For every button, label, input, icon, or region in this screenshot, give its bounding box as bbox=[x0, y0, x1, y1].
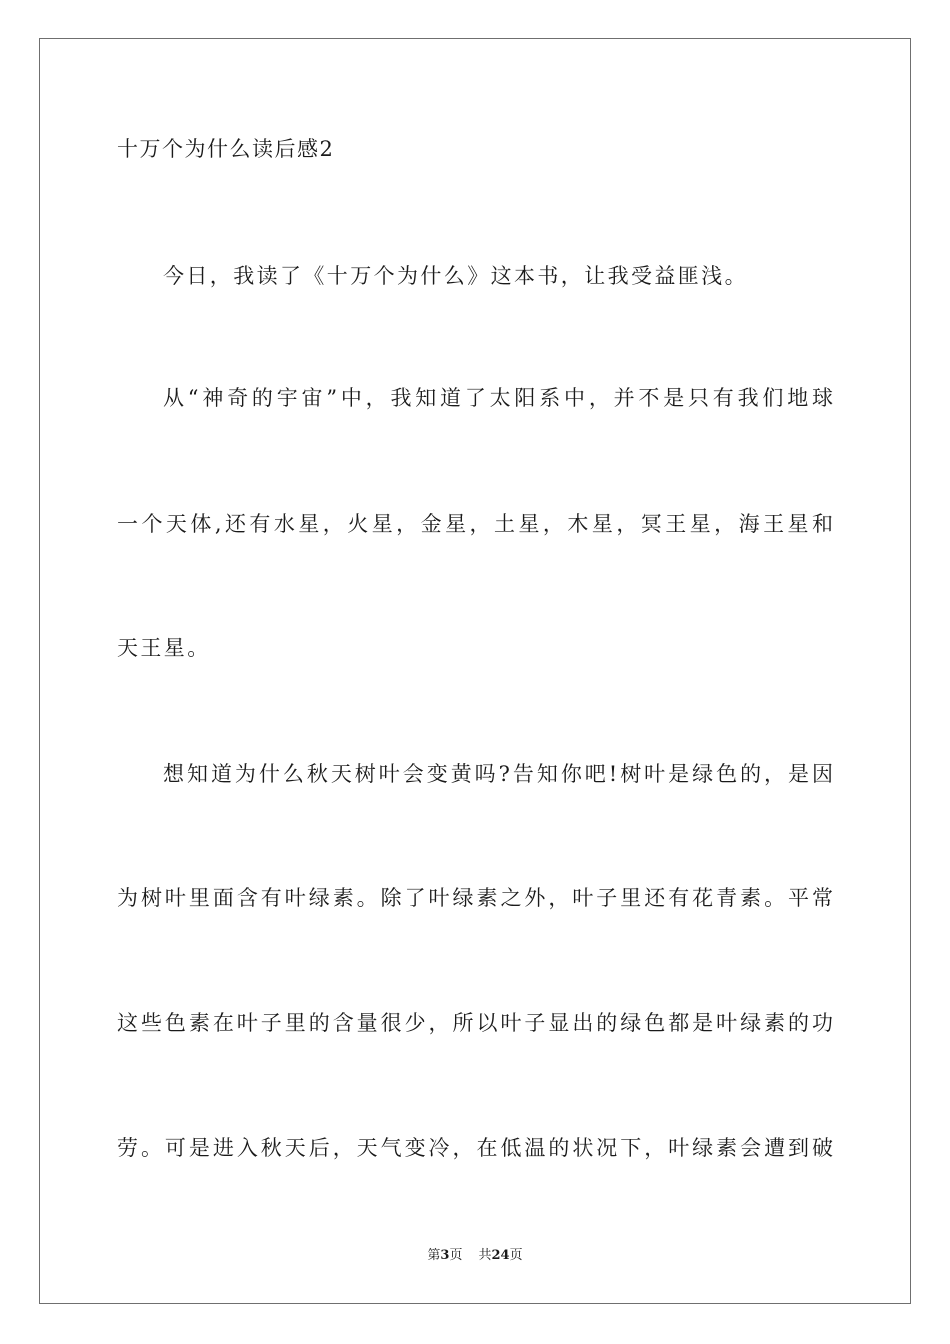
footer-page-number: 3 bbox=[440, 1248, 450, 1263]
paragraph-line-3: 一个天体,还有水星，火星，金星，土星，木星，冥王星，海王星和 bbox=[117, 512, 833, 536]
footer-page-prefix: 第 bbox=[427, 1248, 441, 1263]
footer-total-pages: 24 bbox=[491, 1248, 510, 1263]
document-title: 十万个为什么读后感2 bbox=[117, 137, 335, 161]
paragraph-line-4: 天王星。 bbox=[117, 636, 211, 660]
paragraph-line-7: 这些色素在叶子里的含量很少，所以叶子显出的绿色都是叶绿素的功 bbox=[117, 1011, 833, 1035]
page-border bbox=[39, 38, 911, 1304]
footer-total-prefix: 共 bbox=[478, 1248, 492, 1263]
footer-total-suffix: 页 bbox=[509, 1248, 523, 1263]
paragraph-line-8: 劳。可是进入秋天后，天气变冷，在低温的状况下，叶绿素会遭到破 bbox=[117, 1136, 833, 1160]
paragraph-line-5: 想知道为什么秋天树叶会变黄吗?告知你吧!树叶是绿色的，是因 bbox=[163, 762, 833, 786]
footer-page-suffix: 页 bbox=[449, 1248, 463, 1263]
paragraph-line-6: 为树叶里面含有叶绿素。除了叶绿素之外，叶子里还有花青素。平常 bbox=[117, 886, 833, 910]
page-footer bbox=[0, 1247, 950, 1265]
paragraph-line-2: 从“神奇的宇宙”中，我知道了太阳系中，并不是只有我们地球 bbox=[163, 386, 833, 410]
paragraph-line-1: 今日，我读了《十万个为什么》这本书，让我受益匪浅。 bbox=[163, 264, 748, 288]
